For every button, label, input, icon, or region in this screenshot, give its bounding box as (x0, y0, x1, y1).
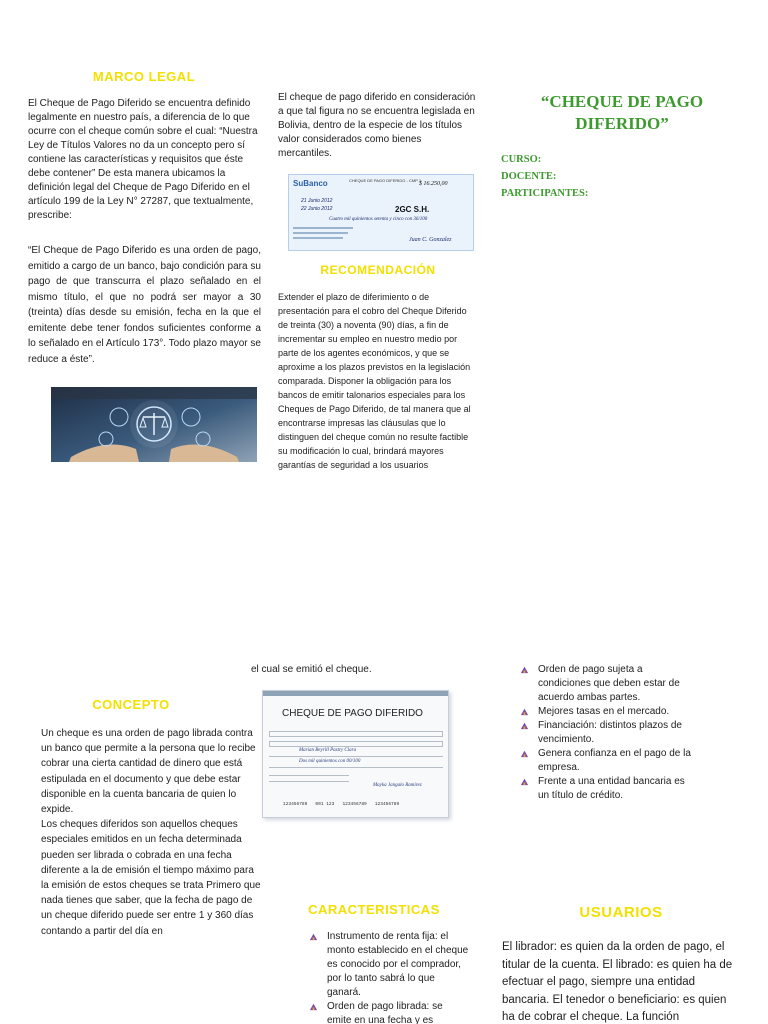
check-amount: $ 16.250,00 (419, 181, 448, 187)
check-date-day: 21 (301, 198, 307, 204)
usuarios-heading: USUARIOS (579, 904, 663, 921)
continuation-fragment: el cual se emitió el cheque. (251, 664, 372, 675)
check-amount-words: Cuatro mil quinientos setenta y cinco con 36/100 (329, 217, 428, 222)
check-signature: Juan C. Gonzalez (409, 237, 452, 243)
list-item: Orden de pago librada: se emite en una fecha y es (309, 1000, 469, 1024)
check-pay-month: Junio (307, 206, 320, 212)
list-item: Instrumento de renta fija: el monto establecido en el cheque es conocido por el comprador, por lo tanto sabrá lo que ganará. (309, 930, 469, 1000)
participantes-label: PARTICIPANTES: (501, 188, 589, 199)
arrow-bullet-icon (520, 665, 529, 674)
caracteristicas-list (309, 930, 469, 1024)
bolivia-paragraph: El cheque de pago diferido en consideración a que tal figura no se encuentra legislada en Bolivia, dentro de la especie de los títulos valor considerados como bienes mercantiles. (278, 92, 476, 159)
check-pay-day: 22 (301, 206, 307, 212)
usuarios-paragraph: El librador: es quien da la orden de pago, el titular de la cuenta. El librado: es quien ha de efectuar el pago, siempre una entidad bancaria. El tenedor o beneficiario: es quien ha de cobrar el cheque. La función (502, 941, 733, 1023)
cheque-image-bottom (262, 690, 449, 818)
cheque-image-top (288, 174, 474, 251)
marco-legal-heading: MARCO LEGAL (92, 69, 196, 84)
arrow-bullet-icon (520, 777, 529, 786)
arrow-bullet-icon (309, 1002, 318, 1011)
docente-label: DOCENTE: (501, 171, 557, 182)
check-payee: 2GC S.H. (395, 205, 430, 214)
cheque-bottom-micr-line: 123456789 001 123 123456789 123456789 (283, 802, 400, 807)
arrow-bullet-icon (309, 932, 318, 941)
cheque-bottom-payee: Marian Beyrill Pastry Clara (299, 748, 357, 753)
cover-title: “CHEQUE DE PAGO DIFERIDO” (540, 92, 704, 133)
arrow-bullet-icon (520, 749, 529, 758)
list-item: Orden de pago sujeta a condiciones que deben estar de acuerdo ambas partes. (520, 663, 692, 705)
marco-legal-paragraph-2: “El Cheque de Pago Diferido es una orden de pago, emitido a cargo de un banco, bajo condición para su pago de que transcurra el plazo señalado en el mismo título, el que no podrá ser mayor a 30 (treinta) días desde su emisión, fecha en la que el emitente debe tener fondos suficientes conforme a lo señalado en el Artículo 173°. Todo plazo mayor se reduce a éste”. (28, 245, 261, 365)
check-date-year: 2012 (321, 198, 333, 204)
recomendacion-paragraph: Extender el plazo de diferimiento o de presentación para el cobro del Cheque Diferido de treinta (30) a noventa (90) días, a fin de incrementar su empleo en nuestro medio por parte de los agentes económicos, y que se aproxime a los plazos previstos en la legislación comparada. Disponer la obligación para los bancos de emitir talonarios especiales para los Cheques de Pago Diferido, de tal manera que al encontrarse impresas las cláusulas que lo distinguen del cheque común no resulte factible su modificación lo cual, brindará mayores garantías de seguridad a los usuarios (278, 292, 471, 470)
cheque-bottom-signature: Mayka Jangalo Ramirez (373, 783, 422, 788)
list-item: Mejores tasas en el mercado. (520, 705, 692, 719)
cheque-bottom-words: Dos mil quinientos con 00/100 (299, 759, 361, 764)
check-pay-year: 2012 (321, 206, 333, 212)
check-date-month: Junio (307, 198, 320, 204)
arrow-bullet-icon (520, 707, 529, 716)
justice-scale-image (51, 387, 257, 462)
curso-label: CURSO: (501, 154, 542, 165)
cheque-bottom-title: CHEQUE DE PAGO DIFERIDO (282, 708, 423, 719)
caracteristicas-heading: CARACTERISTICAS (308, 902, 440, 917)
ventajas-list (520, 663, 692, 803)
check-bank-name: SuBanco (293, 179, 328, 188)
list-item: Genera confianza en el pago de la empresa. (520, 747, 692, 775)
check-form-title: CHEQUE DE PAGO DIFERIDO - CMP 1 (349, 178, 422, 183)
arrow-bullet-icon (520, 721, 529, 730)
list-item: Frente a una entidad bancaria es un título de crédito. (520, 775, 692, 803)
list-item: Financiación: distintos plazos de vencimiento. (520, 719, 692, 747)
marco-legal-paragraph-1: El Cheque de Pago Diferido se encuentra definido legalmente en nuestro país, a diferencia de lo que ocurre con el cheque común sobre el cual: “Nuestra Ley de Títulos Valores no da un concepto pero sí contiene las características y requisitos que éste debe contener” De esta manera ubicamos la definición legal del Cheque de Pago Diferido en el artículo 199 de la Ley N° 27287, que textualmente, prescribe: (28, 98, 258, 221)
concepto-heading: CONCEPTO (92, 697, 170, 712)
concepto-paragraph: Un cheque es una orden de pago librada contra un banco que permite a la persona que lo recibe cobrar una cierta cantidad de dinero que está estipulada en el documento y que debe estar disponible en la cuenta bancaria de quien lo expide. Los cheques diferidos son aquellos cheques especiales emitidos en un fecha determinada pueden ser librada o cobrada en una fecha diferente a la de emisión el tiempo máximo para la emisión de estos cheques se trata Primero que nada tienes que saber, que la fecha de pago de un cheque diferido puede ser entre 1 y 360 días contando a partir del día en (41, 728, 261, 937)
recomendacion-heading: RECOMENDACIÓN (320, 263, 436, 277)
